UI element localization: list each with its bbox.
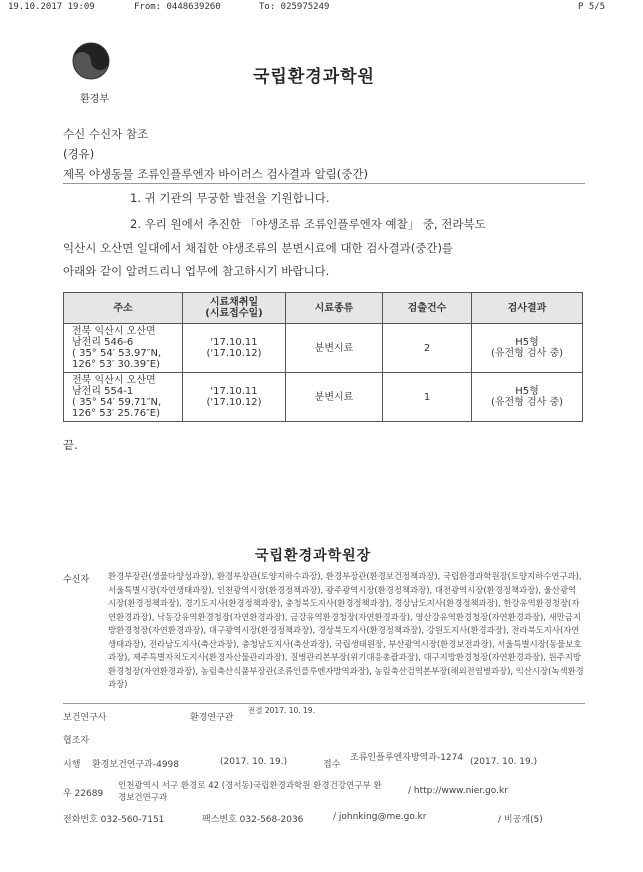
header-sample-date: [183, 293, 286, 324]
receipt-date: ('17.10.12): [206, 397, 262, 408]
recipients-list: 환경부장관(생물다양성과장), 환경부장관(토양지하수과장), 환경부장관(환경보건정책과장), 국립환경과학원장(토양지하수연구과), 서울특별시장(자연생태과장), 인천광역시장(환경정책과장), 광주광역시장(환경정책과장), 대전광역시장(환경정책과장), 울산광역시장(환경정책과장), 경기도지사(환경정책과장), 충청북도지사(환경정책과장), 경상남도지사(환경정책과장), 한강유역환경청장(자연환경과장), 낙동강유역환경청장(자연환경과장), 금강유역환경청장(자연환경과장), 영산강유역환경청장(자연환경과장), 새만금지방환경청장(자연환경과장), 대구광역시장(환경정책과장), 경상북도지사(환경정책과장), 강원도지사(환경과장), 전라북도지사(자연생태과장), 전라남도지사(축산과장), 충청남도지사(축산과장), 국립생태원장, 부산광역시장(환경보전과장), 서울특별시장(동물보호과장), 제주특별자치도지사(환경자산물관리과장), 질병관리본부장(위기대응총괄과장), 대구지방환경청장(자연환경과장), 원주지방환경청장(자연환경과장), 농림축산식품부장관(조류인플루엔자방역과장), 농림축산검역본부장(해외전염병과장), 익산시장(녹색환경과장): [108, 571, 584, 689]
subject-line: 제목 야생동물 조류인플루엔자 바이러스 검사결과 알림(중간): [63, 167, 368, 181]
fax-number: 팩스번호 032-568-2036: [202, 815, 304, 825]
zip-code: 우 22689: [63, 789, 104, 799]
fax-to: To: 025975249: [259, 2, 330, 12]
signatory: 국립환경과학원장: [255, 548, 372, 564]
receipt-date: (2017. 10. 19.): [470, 757, 538, 767]
document-title: 국립환경과학원: [253, 67, 375, 87]
fax-from: From: 0448639260: [134, 2, 221, 12]
email-address[interactable]: / johnking@me.go.kr: [333, 812, 427, 822]
enforce-label: 시행: [63, 760, 81, 770]
fax-page: P 5/5: [578, 2, 606, 12]
via-line: (경유): [63, 147, 95, 161]
address-line: 남전리 546-6: [72, 337, 134, 348]
result-note: (유전형 검사 중): [490, 348, 564, 359]
subject-divider: [63, 183, 585, 184]
cell-sample-type: 분변시료: [286, 324, 383, 373]
header-result: 검사결과: [472, 293, 583, 324]
body-paragraph-2-line-2: 익산시 오산면 일대에서 채집한 야생조류의 분변시료에 대한 검사결과(중간)를: [63, 241, 454, 255]
office-address: 인천광역시 서구 환경로 42 (경서동)국립환경과학원 환경건강연구부 환경보건연구과: [118, 781, 382, 803]
address-line: 전북 익산시 오산면: [72, 375, 156, 386]
cell-sample-type: 분변시료: [286, 373, 383, 422]
cell-dates: [183, 373, 286, 422]
taegeuk-logo-icon: [70, 40, 112, 82]
fax-header: [0, 2, 643, 16]
sample-date: '17.10.11: [210, 386, 258, 397]
cell-result: [472, 373, 583, 422]
address-line: ( 35° 54′ 53.97″N,: [72, 348, 162, 359]
researcher-label: 보건연구사: [63, 713, 107, 723]
cell-count: 1: [383, 373, 472, 422]
recipients-label: 수신자: [63, 575, 90, 585]
table-row: [64, 373, 583, 422]
result-note: (유전형 검사 중): [490, 397, 564, 408]
table-header-row: [64, 293, 583, 324]
header-sample-type: 시료종류: [286, 293, 383, 324]
enforce-number: 환경보건연구과-4998: [92, 760, 180, 770]
table-row: [64, 324, 583, 373]
address-line: 전북 익산시 오산면: [72, 326, 156, 337]
cell-dates: [183, 324, 286, 373]
header-address: 주소: [64, 293, 183, 324]
body-paragraph-1: 1. 귀 기관의 무궁한 발전을 기원합니다.: [130, 191, 330, 205]
address-line: 남전리 554-1: [72, 386, 134, 397]
receipt-date: ('17.10.12): [206, 348, 262, 359]
address-line: ( 35° 54′ 59.71″N,: [72, 397, 162, 408]
address-line: 126° 53′ 25.76″E): [72, 408, 161, 419]
fax-datetime: 19.10.2017 19:09: [8, 2, 95, 12]
result-type: H5형: [515, 337, 539, 348]
approval-stamp: 전결 2017. 10. 19.: [248, 706, 315, 715]
footer-divider: [63, 703, 585, 704]
receipt-label: 접수: [323, 760, 341, 770]
cell-address: [64, 324, 183, 373]
header-receipt-date-label: (시료접수일): [205, 308, 263, 319]
cell-result: [472, 324, 583, 373]
dept-head-label: 환경연구관: [190, 713, 234, 723]
header-count: 검출건수: [383, 293, 472, 324]
cell-count: 2: [383, 324, 472, 373]
sample-date: '17.10.11: [210, 337, 258, 348]
cell-address: [64, 373, 183, 422]
recipient-line: 수신 수신자 참조: [63, 127, 149, 141]
enforce-date: (2017. 10. 19.): [220, 757, 288, 767]
results-table: [63, 292, 583, 422]
website-link[interactable]: / http://www.nier.go.kr: [408, 786, 508, 796]
result-type: H5형: [515, 386, 539, 397]
receipt-number: 조류인플루엔자방역과-1274: [350, 753, 464, 763]
cooperator-label: 협조자: [63, 736, 90, 746]
end-mark: 끝.: [63, 438, 78, 452]
body-paragraph-2-line-1: 2. 우리 원에서 추진한 「야생조류 조류인플루엔자 예찰」 중, 전라북도: [130, 217, 486, 231]
body-paragraph-2-line-3: 아래와 같이 알려드리니 업무에 참고하시기 바랍니다.: [63, 264, 330, 278]
ministry-name: 환경부: [80, 94, 109, 105]
phone-number: 전화번호 032-560-7151: [63, 815, 165, 825]
disclosure-status: / 비공개(5): [498, 815, 543, 825]
header-sample-date-label: 시료채취일: [209, 297, 259, 308]
address-line: 126° 53′ 30.39″E): [72, 359, 161, 370]
